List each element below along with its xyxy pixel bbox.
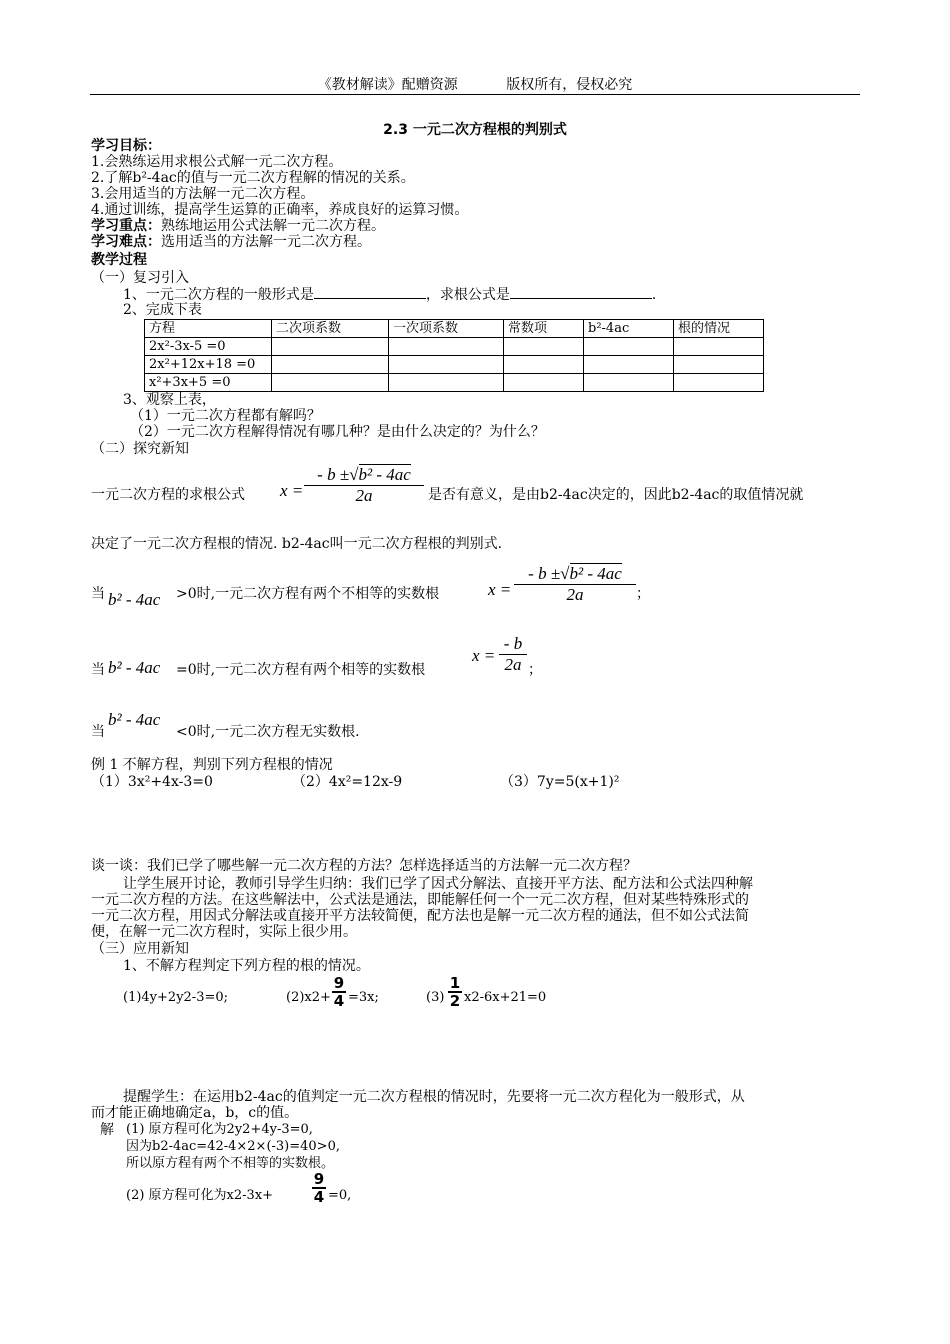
fraction-denominator: 2a — [566, 585, 584, 604]
table-row — [145, 374, 764, 392]
solution-line-3: 所以原方程有两个不相等的实数根。 — [126, 1156, 335, 1171]
math-minus-b: - b ± — [528, 564, 561, 583]
table-cell[interactable] — [389, 374, 504, 392]
fraction-numerator: - b ±√b² - 4ac — [304, 465, 424, 486]
fraction-nine-fourths — [332, 975, 346, 1009]
fraction-numerator: 9 — [313, 1170, 325, 1188]
question-1 — [123, 286, 656, 303]
fraction-denominator: 2 — [449, 992, 461, 1010]
table-cell[interactable] — [674, 374, 764, 392]
blank-root-formula[interactable] — [510, 286, 652, 299]
review-heading: （一）复习引入 — [91, 270, 189, 286]
solution-label: 解 — [100, 1122, 114, 1138]
fraction-denominator: 2a — [355, 486, 373, 505]
table-cell[interactable] — [389, 356, 504, 374]
apply-eq-3-b: x2-6x+21=0 — [464, 990, 547, 1005]
blank-general-form[interactable] — [314, 286, 426, 299]
case2-semicolon: ； — [528, 662, 542, 678]
difficulty-text: 选用适当的方法解一元二次方程。 — [161, 234, 371, 250]
case2-disc: b² - 4ac — [108, 658, 161, 677]
objectives-heading: 学习目标： — [91, 138, 161, 154]
math-minus-b: - b ± — [317, 465, 350, 484]
fraction-numerator: 9 — [333, 974, 345, 992]
case1-semicolon: ； — [636, 586, 650, 602]
fraction-one-half — [448, 975, 462, 1009]
apply-heading: （三）应用新知 — [91, 941, 189, 957]
key-point-label: 学习重点： — [91, 218, 161, 234]
table-header: 二次项系数 — [272, 320, 389, 338]
fraction-numerator: - b ±√b² - 4ac — [514, 564, 636, 585]
case2-root-fraction — [499, 634, 527, 675]
reminder-line-1: 提醒学生：在运用b2-4ac的值判定一元二次方程根的情况时，先要将一元二次方程化为一般形式，从 — [123, 1089, 745, 1105]
case2-text: =0时,一元二次方程有两个相等的实数根 — [176, 662, 426, 678]
solution-line-4-b: =0, — [328, 1188, 352, 1203]
case2-x-eq: x = — [472, 646, 496, 665]
formula-lead: 一元二次方程的求根公式 — [91, 487, 245, 503]
case1-disc: b² - 4ac — [108, 590, 161, 609]
solution-line-4-a: (2) 原方程可化为x2-3x+ — [126, 1188, 274, 1203]
discussion-line-1: 让学生展开讨论，教师引导学生归纳：我们已学了因式分解法、直接开平方法、配方法和公式法四种解 — [123, 876, 753, 892]
fraction-nine-fourths — [312, 1171, 326, 1205]
case1-root-fraction — [514, 564, 636, 605]
table-cell[interactable] — [389, 338, 504, 356]
table-cell[interactable] — [272, 356, 389, 374]
question-2: 2、完成下表 — [123, 302, 202, 318]
case3-text: <0时,一元二次方程无实数根. — [176, 724, 360, 740]
objective-4: 4.通过训练，提高学生运算的正确率，养成良好的运算习惯。 — [91, 202, 469, 218]
fraction-denominator: 4 — [333, 992, 345, 1010]
question-1-end: . — [651, 287, 657, 303]
question-3-2: （2）一元二次方程解得情况有哪几种？是由什么决定的？为什么？ — [130, 424, 545, 440]
key-point — [91, 218, 385, 234]
table-header: 方程 — [145, 320, 272, 338]
case3-disc: b² - 4ac — [108, 710, 161, 729]
example1-item-3: （3）7y=5(x+1)² — [500, 774, 620, 790]
apply-question-1: 1、不解方程判定下列方程的根的情况。 — [123, 958, 370, 974]
table-header: 一次项系数 — [389, 320, 504, 338]
apply-eq-2-a: (2)x2+ — [286, 990, 331, 1005]
reminder-line-2: 而才能正确地确定a，b，c的值。 — [91, 1105, 299, 1121]
math-x-eq: x = — [280, 481, 304, 500]
process-heading: 教学过程 — [91, 252, 147, 268]
math-radicand: b² - 4ac — [569, 564, 622, 583]
table-cell[interactable] — [584, 356, 674, 374]
page-header — [0, 74, 950, 94]
key-point-text: 熟练地运用公式法解一元二次方程。 — [161, 218, 385, 234]
header-left: 《教材解读》配赠资源 — [317, 77, 458, 93]
case1-when: 当 — [91, 586, 105, 602]
header-rule — [90, 94, 860, 95]
question-1-a: 1、一元二次方程的一般形式是 — [123, 287, 314, 303]
solution-line-1: (1) 原方程可化为2y2+4y-3=0, — [126, 1122, 313, 1137]
question-1-b: ，求根公式是 — [425, 287, 510, 303]
example1-item-1: （1）3x²+4x-3=0 — [91, 774, 213, 790]
objective-2: 2.了解b²-4ac的值与一元二次方程解的情况的关系。 — [91, 170, 415, 186]
table-cell[interactable] — [504, 338, 584, 356]
apply-eq-3-a: (3) — [426, 990, 445, 1005]
difficulty-label: 学习难点： — [91, 234, 161, 250]
table-row — [145, 356, 764, 374]
fraction-denominator: 4 — [313, 1188, 325, 1206]
header-right: 版权所有，侵权必究 — [506, 77, 633, 93]
case1-text: >0时,一元二次方程有两个不相等的实数根 — [176, 586, 440, 602]
table-cell[interactable] — [674, 356, 764, 374]
table-header: 根的情况 — [674, 320, 764, 338]
case3-when: 当 — [91, 724, 105, 740]
case2-when: 当 — [91, 662, 105, 678]
page-title: 2.3 一元二次方程根的判别式 — [383, 122, 567, 138]
objective-3: 3.会用适当的方法解一元二次方程。 — [91, 186, 315, 202]
coefficient-table — [144, 319, 764, 392]
discussion-line-2: 一元二次方程的方法。在这些解法中，公式法是通法，即能解任何一个一元二次方程，但对某些特殊形式的 — [91, 892, 749, 908]
example1-item-2: （2）4x²=12x-9 — [292, 774, 403, 790]
objective-1: 1.会熟练运用求根公式解一元二次方程。 — [91, 154, 343, 170]
table-cell[interactable] — [504, 356, 584, 374]
question-3-1: （1）一元二次方程都有解吗？ — [130, 408, 321, 424]
table-header-row — [145, 320, 764, 338]
table-cell[interactable] — [504, 374, 584, 392]
table-cell[interactable] — [272, 374, 389, 392]
fraction-numerator: - b — [499, 634, 527, 655]
discussion-line-3: 一元二次方程，用因式分解法或直接开平方法较简便，配方法也是解一元二次方程的通法，但不如公式法简 — [91, 908, 749, 924]
fraction-numerator: 1 — [449, 974, 461, 992]
table-row — [145, 338, 764, 356]
case1-x-eq: x = — [488, 580, 512, 599]
discussion-question: 谈一谈：我们已学了哪些解一元二次方程的方法？怎样选择适当的方法解一元二次方程？ — [91, 858, 637, 874]
apply-eq-1: (1)4y+2y2-3=0; — [123, 990, 229, 1005]
apply-eq-2-b: =3x; — [348, 990, 379, 1005]
difficulty-point — [91, 234, 371, 250]
example1-title: 例 1 不解方程，判别下列方程根的情况 — [91, 757, 333, 773]
table-header: 常数项 — [504, 320, 584, 338]
fraction-denominator: 2a — [504, 655, 522, 674]
table-header: b²-4ac — [584, 320, 674, 338]
table-cell[interactable] — [272, 338, 389, 356]
discriminant-definition: 决定了一元二次方程根的情况. b2-4ac叫一元二次方程根的判别式. — [91, 536, 503, 552]
table-cell-equation: 2x²-3x-5 =0 — [145, 338, 272, 356]
table-cell[interactable] — [584, 338, 674, 356]
explore-heading: （二）探究新知 — [91, 441, 189, 457]
table-cell[interactable] — [674, 338, 764, 356]
root-formula-fraction — [304, 465, 424, 506]
question-3: 3、观察上表， — [123, 392, 216, 408]
table-cell[interactable] — [584, 374, 674, 392]
math-radicand: b² - 4ac — [358, 465, 411, 484]
table-cell-equation: x²+3x+5 =0 — [145, 374, 272, 392]
discussion-line-4: 便，在解一元二次方程时，实际上很少用。 — [91, 924, 357, 940]
solution-line-2: 因为b2-4ac=42-4×2×(-3)=40>0, — [126, 1139, 340, 1154]
formula-tail: 是否有意义，是由b2-4ac决定的，因此b2-4ac的取值情况就 — [428, 487, 804, 503]
table-cell-equation: 2x²+12x+18 =0 — [145, 356, 272, 374]
